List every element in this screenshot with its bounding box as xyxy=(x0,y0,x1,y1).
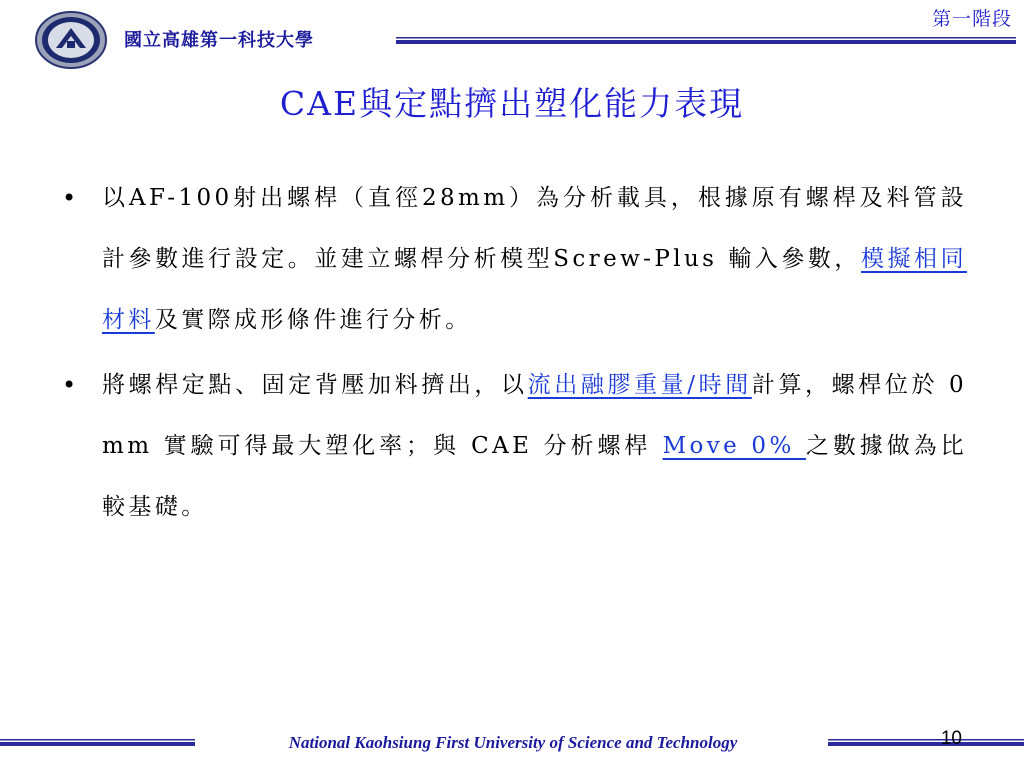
slide-title: CAE與定點擠出塑化能力表現 xyxy=(279,84,745,123)
university-logo-icon xyxy=(34,10,108,70)
melt-weight-per-time-link[interactable]: 流出融膠重量/時間 xyxy=(527,372,752,398)
footer-rule-left xyxy=(0,739,195,747)
footer-rule-right xyxy=(828,739,1024,747)
page-number: 10 xyxy=(940,728,962,749)
simulate-same-material-link[interactable]: 模擬相同材料 xyxy=(102,246,967,333)
header-rule xyxy=(396,37,1016,45)
bullet-item xyxy=(62,355,967,538)
bullet-item xyxy=(62,168,967,351)
bullet-text: 以AF-100射出螺桿（直徑28mm）為分析載具，根據原有螺桿及料管設計參數進行設定。並建立螺桿分析模型Screw-Plus 輸入參數， xyxy=(102,185,967,272)
footer-university: National Kaohsiung First University of Science and Technology xyxy=(288,733,738,752)
stage-label: 第一階段 xyxy=(931,8,1012,30)
move-zero-percent-link[interactable]: Move 0% xyxy=(662,433,806,459)
bullet-text: 將螺桿定點、固定背壓加料擠出，以 xyxy=(102,372,528,398)
bullet-text: 之數據做為比較基礎。 xyxy=(102,433,967,520)
university-name: 國立高雄第一科技大學 xyxy=(124,30,314,51)
bullet-text: 及實際成形條件進行分析。 xyxy=(154,307,472,333)
bullet-list xyxy=(62,168,967,542)
bullet-text: 計算，螺桿位於 0 mm 實驗可得最大塑化率；與 CAE 分析螺桿 xyxy=(102,372,968,459)
